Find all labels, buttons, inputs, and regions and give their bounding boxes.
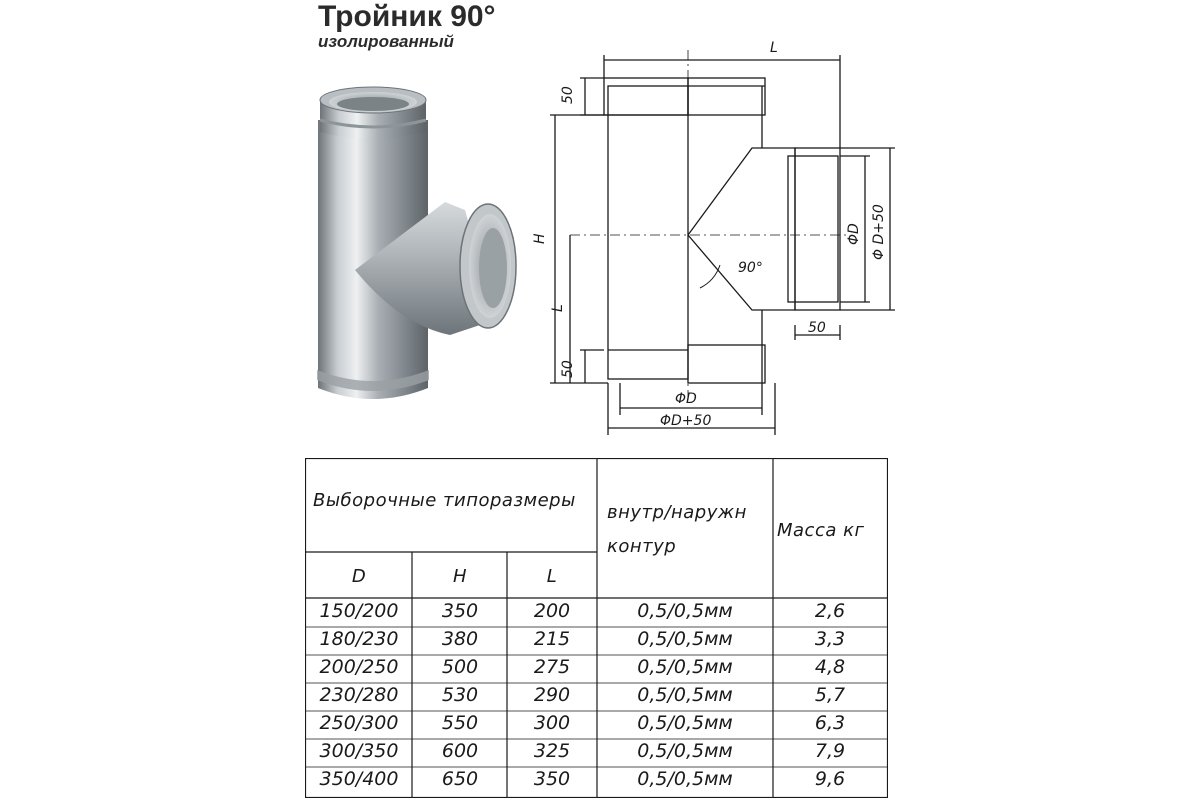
cell-d: 180/230 <box>319 628 399 650</box>
cell-h: 550 <box>441 712 479 734</box>
cell-d: 150/200 <box>319 600 399 622</box>
dim-50-branch: 50 <box>808 320 826 336</box>
cell-contour: 0,5/0,5мм <box>637 628 733 650</box>
cell-l: 325 <box>533 740 571 762</box>
cell-d: 200/250 <box>319 656 399 678</box>
cell-h: 650 <box>441 768 479 790</box>
cell-mass: 7,9 <box>814 740 846 762</box>
cell-l: 275 <box>533 656 571 678</box>
contour-header-line1: внутр/наружн <box>607 502 747 523</box>
mass-header: Масса кг <box>777 520 865 541</box>
cell-d: 230/280 <box>319 684 399 706</box>
cell-contour: 0,5/0,5мм <box>637 740 733 762</box>
cell-h: 600 <box>441 740 479 762</box>
cell-mass: 6,3 <box>814 712 846 734</box>
cell-l: 300 <box>533 712 571 734</box>
tee-pipe-image <box>300 80 530 420</box>
dim-90: 90° <box>738 260 763 276</box>
cell-l: 215 <box>533 628 571 650</box>
dim-L-top: L <box>770 40 778 56</box>
cell-mass: 5,7 <box>814 684 846 706</box>
cell-l: 200 <box>533 600 571 622</box>
group-header: Выборочные типоразмеры <box>313 490 576 511</box>
cell-l: 350 <box>533 768 571 790</box>
col-header-h: H <box>452 566 468 587</box>
dim-D-bottom: ΦD <box>675 391 697 407</box>
col-header-l: L <box>546 566 558 587</box>
cell-mass: 4,8 <box>814 656 846 678</box>
cell-contour: 0,5/0,5мм <box>637 768 733 790</box>
cell-h: 530 <box>441 684 479 706</box>
cell-d: 250/300 <box>319 712 399 734</box>
cell-contour: 0,5/0,5мм <box>637 684 733 706</box>
contour-header-line2: контур <box>607 536 677 557</box>
cell-h: 500 <box>441 656 479 678</box>
dim-50-top: 50 <box>560 86 576 104</box>
page-title: Тройник 90° <box>318 0 496 33</box>
cell-mass: 2,6 <box>814 600 846 622</box>
dim-D50-bottom: ΦD+50 <box>660 413 712 429</box>
cell-contour: 0,5/0,5мм <box>637 656 733 678</box>
spec-table <box>305 458 888 798</box>
dim-D-right: ΦD <box>846 223 862 245</box>
dim-50-bottom: 50 <box>560 360 576 378</box>
dim-D50-right: Φ D+50 <box>871 204 887 260</box>
dim-H: H <box>532 233 548 244</box>
cell-h: 380 <box>441 628 479 650</box>
cell-mass: 9,6 <box>814 768 846 790</box>
dim-L-left: L <box>550 304 566 312</box>
cell-contour: 0,5/0,5мм <box>637 600 733 622</box>
technical-drawing <box>530 30 920 440</box>
cell-contour: 0,5/0,5мм <box>637 712 733 734</box>
cell-h: 350 <box>441 600 479 622</box>
cell-d: 300/350 <box>319 740 399 762</box>
page-subtitle: изолированный <box>318 32 454 51</box>
cell-mass: 3,3 <box>814 628 846 650</box>
cell-l: 290 <box>533 684 571 706</box>
cell-d: 350/400 <box>319 768 399 790</box>
col-header-d: D <box>351 566 367 587</box>
